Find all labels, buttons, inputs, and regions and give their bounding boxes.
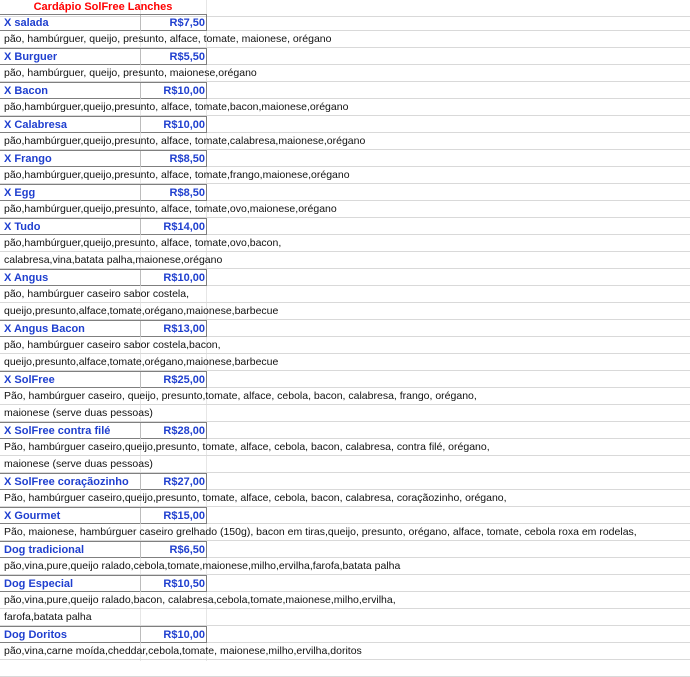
item-name: X Bacon xyxy=(4,85,49,97)
item-description: pão,vina,pure,queijo ralado,cebola,tomate,maionese,milho,ervilha,farofa,batata palha xyxy=(4,560,401,572)
item-description-row[interactable] xyxy=(0,65,690,82)
item-description-row[interactable] xyxy=(0,643,690,660)
item-name-cell[interactable] xyxy=(0,116,140,133)
item-description-row[interactable] xyxy=(0,167,690,184)
item-name-cell[interactable] xyxy=(0,422,140,439)
item-name-cell[interactable] xyxy=(0,626,140,643)
item-description: calabresa,vina,batata palha,maionese,orégano xyxy=(4,254,223,266)
item-header-row xyxy=(0,320,690,337)
item-description-row[interactable] xyxy=(0,388,690,405)
item-description-row[interactable] xyxy=(0,235,690,252)
item-description-row[interactable] xyxy=(0,286,690,303)
item-header-row xyxy=(0,184,690,201)
item-name: X Calabresa xyxy=(4,119,67,131)
item-header-row xyxy=(0,14,690,31)
item-price-cell[interactable] xyxy=(140,269,207,286)
item-header-row xyxy=(0,82,690,99)
menu-title: Cardápio SolFree Lanches xyxy=(33,1,173,13)
item-name: X Angus xyxy=(4,272,49,284)
item-header-row xyxy=(0,575,690,592)
item-description: maionese (serve duas pessoas) xyxy=(4,407,153,419)
item-description-row[interactable] xyxy=(0,31,690,48)
item-price: R$25,00 xyxy=(140,372,206,388)
item-header-row xyxy=(0,422,690,439)
item-description: pão, hambúrguer, queijo, presunto, maionese,orégano xyxy=(4,67,257,79)
item-description-row[interactable] xyxy=(0,354,690,371)
item-description: queijo,presunto,alface,tomate,orégano,maionese,barbecue xyxy=(4,305,279,317)
item-price-cell[interactable] xyxy=(140,184,207,201)
item-price: R$6,50 xyxy=(140,542,206,558)
item-description-row[interactable] xyxy=(0,558,690,575)
item-name-cell[interactable] xyxy=(0,371,140,388)
item-description: pão,vina,carne moída,cheddar,cebola,tomate, maionese,milho,ervilha,doritos xyxy=(4,645,362,657)
item-name: Dog tradicional xyxy=(4,544,85,556)
item-description-row[interactable] xyxy=(0,439,690,456)
item-description-row[interactable] xyxy=(0,303,690,320)
item-description: pão,hambúrguer,queijo,presunto, alface, tomate,bacon,maionese,orégano xyxy=(4,101,349,113)
item-name: X SolFree xyxy=(4,374,55,386)
item-name-cell[interactable] xyxy=(0,507,140,524)
item-price-cell[interactable] xyxy=(140,626,207,643)
item-description-row[interactable] xyxy=(0,524,690,541)
item-price-cell[interactable] xyxy=(140,150,207,167)
item-name-cell[interactable] xyxy=(0,150,140,167)
item-price: R$27,00 xyxy=(140,474,206,490)
item-name: Dog Especial xyxy=(4,578,74,590)
item-description-row[interactable] xyxy=(0,456,690,473)
item-price: R$13,00 xyxy=(140,321,206,337)
item-price: R$10,00 xyxy=(140,270,206,286)
item-price-cell[interactable] xyxy=(140,541,207,558)
item-name: X Gourmet xyxy=(4,510,61,522)
item-description: pão,hambúrguer,queijo,presunto, alface, tomate,ovo,bacon, xyxy=(4,237,282,249)
item-description: queijo,presunto,alface,tomate,orégano,maionese,barbecue xyxy=(4,356,279,368)
item-header-row xyxy=(0,507,690,524)
item-description-row[interactable] xyxy=(0,201,690,218)
item-description-row[interactable] xyxy=(0,609,690,626)
item-description: Pão, hambúrguer caseiro,queijo,presunto, tomate, alface, cebola, bacon, calabresa, contra filé, orégano, xyxy=(4,441,490,453)
item-name-cell[interactable] xyxy=(0,575,140,592)
item-price-cell[interactable] xyxy=(140,14,207,31)
item-description-row[interactable] xyxy=(0,133,690,150)
item-description: farofa,batata palha xyxy=(4,611,92,623)
item-description: pão,hambúrguer,queijo,presunto, alface, tomate,frango,maionese,orégano xyxy=(4,169,350,181)
item-name-cell[interactable] xyxy=(0,14,140,31)
item-price: R$8,50 xyxy=(140,185,206,201)
item-price: R$8,50 xyxy=(140,151,206,167)
empty-row xyxy=(0,660,690,677)
item-name: X SolFree contra filé xyxy=(4,425,111,437)
item-description-row[interactable] xyxy=(0,490,690,507)
item-header-row xyxy=(0,218,690,235)
item-header-row xyxy=(0,626,690,643)
item-name-cell[interactable] xyxy=(0,541,140,558)
item-description-row[interactable] xyxy=(0,405,690,422)
item-description: maionese (serve duas pessoas) xyxy=(4,458,153,470)
item-header-row xyxy=(0,150,690,167)
item-header-row xyxy=(0,371,690,388)
item-description-row[interactable] xyxy=(0,337,690,354)
item-price-cell[interactable] xyxy=(140,82,207,99)
item-description: pão,hambúrguer,queijo,presunto, alface, tomate,calabresa,maionese,orégano xyxy=(4,135,366,147)
item-description: pão, hambúrguer, queijo, presunto, alface, tomate, maionese, orégano xyxy=(4,33,332,45)
item-name: X Angus Bacon xyxy=(4,323,85,335)
item-price: R$28,00 xyxy=(140,423,206,439)
item-description-row[interactable] xyxy=(0,99,690,116)
item-header-row xyxy=(0,269,690,286)
item-name: X Burguer xyxy=(4,51,58,63)
item-description-row[interactable] xyxy=(0,252,690,269)
item-price: R$14,00 xyxy=(140,219,206,235)
item-name-cell[interactable] xyxy=(0,269,140,286)
item-price: R$10,00 xyxy=(140,83,206,99)
item-price-cell[interactable] xyxy=(140,575,207,592)
item-name-cell[interactable] xyxy=(0,82,140,99)
item-price-cell[interactable] xyxy=(140,371,207,388)
item-price: R$10,00 xyxy=(140,117,206,133)
item-description: pão,vina,pure,queijo ralado,bacon, calabresa,cebola,tomate,maionese,milho,ervilha, xyxy=(4,594,396,606)
item-price: R$15,00 xyxy=(140,508,206,524)
item-header-row xyxy=(0,541,690,558)
item-name: X SolFree coraçãozinho xyxy=(4,476,129,488)
item-price: R$10,00 xyxy=(140,627,206,643)
item-price: R$5,50 xyxy=(140,49,206,65)
item-header-row xyxy=(0,48,690,65)
item-name-cell[interactable] xyxy=(0,473,140,490)
item-description: pão, hambúrguer caseiro sabor costela, xyxy=(4,288,190,300)
item-name: X Frango xyxy=(4,153,52,165)
item-name-cell[interactable] xyxy=(0,184,140,201)
item-price-cell[interactable] xyxy=(140,320,207,337)
item-description: pão,hambúrguer,queijo,presunto, alface, tomate,ovo,maionese,orégano xyxy=(4,203,337,215)
item-name: X Egg xyxy=(4,187,36,199)
item-description: pão, hambúrguer caseiro sabor costela,bacon, xyxy=(4,339,221,351)
item-price-cell[interactable] xyxy=(140,507,207,524)
item-name: X Tudo xyxy=(4,221,41,233)
item-price-cell[interactable] xyxy=(140,473,207,490)
item-name: Dog Doritos xyxy=(4,629,67,641)
item-description: Pão, hambúrguer caseiro, queijo, presunto,tomate, alface, cebola, bacon, calabresa, frango, orégano, xyxy=(4,390,477,402)
item-description-row[interactable] xyxy=(0,592,690,609)
item-description: Pão, hambúrguer caseiro,queijo,presunto, tomate, alface, cebola, bacon, calabresa, coraçãozinho, orégano, xyxy=(4,492,507,504)
item-price-cell[interactable] xyxy=(140,116,207,133)
item-name: X salada xyxy=(4,17,49,29)
item-price-cell[interactable] xyxy=(140,48,207,65)
item-price: R$10,50 xyxy=(140,576,206,592)
item-price-cell[interactable] xyxy=(140,218,207,235)
item-price-cell[interactable] xyxy=(140,422,207,439)
item-header-row xyxy=(0,473,690,490)
item-description: Pão, maionese, hambúrguer caseiro grelhado (150g), bacon em tiras,queijo, presunto, orégano, alface, tomate, cebola roxa em rodelas, xyxy=(4,526,637,538)
item-name-cell[interactable] xyxy=(0,48,140,65)
item-header-row xyxy=(0,116,690,133)
item-name-cell[interactable] xyxy=(0,218,140,235)
item-price: R$7,50 xyxy=(140,15,206,31)
item-name-cell[interactable] xyxy=(0,320,140,337)
